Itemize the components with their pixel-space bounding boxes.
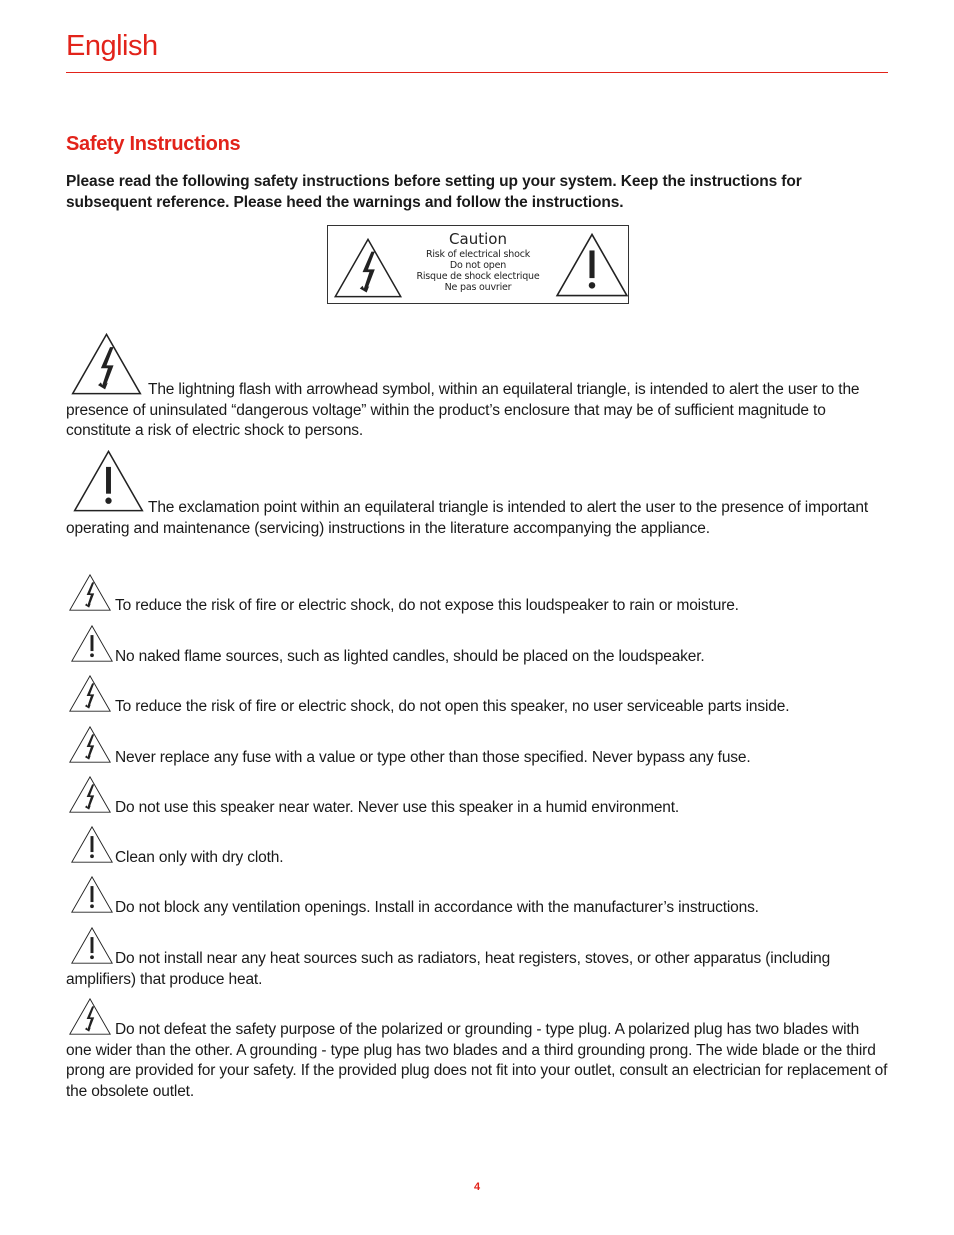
- warning-item: No naked flame sources, such as lighted candles, should be placed on the loudspeaker.: [115, 648, 705, 665]
- lightning-triangle-icon: [332, 238, 404, 298]
- symbol-explanation-lightning: The lightning flash with arrowhead symbol, within an equilateral triangle, is intended to alert the user to the presence of uninsulated “dangerous voltage” within the product’s enclosure that may be of sufficient magnitude to constitute a risk of electric shock to persons.: [66, 381, 860, 439]
- caution-text: [400, 230, 556, 293]
- page-number: 4: [473, 1181, 481, 1193]
- caution-line: Risk of electrical shock: [425, 249, 531, 260]
- warning-item: To reduce the risk of fire or electric shock, do not expose this loudspeaker to rain or moisture.: [115, 597, 739, 614]
- caution-line: Ne pas ouvrier: [444, 282, 512, 293]
- caution-line: Do not open: [449, 260, 507, 271]
- warning-item: Do not defeat the safety purpose of the polarized or grounding - type plug. A polarized plug has two blades with one wider than the other. A grounding - type plug has two blades and a third grounding prong. The wide blade or the third prong are provided for your safety. If the provided plug does not fit into your outlet, consult an electrician for replacement of the obsolete outlet.: [66, 1021, 888, 1100]
- warning-item: To reduce the risk of fire or electric shock, do not open this speaker, no user serviceable parts inside.: [115, 698, 790, 715]
- warning-item: Do not block any ventilation openings. Install in accordance with the manufacturer’s instructions.: [115, 899, 759, 916]
- language-title: English: [66, 30, 158, 62]
- warning-item: Do not install near any heat sources such as radiators, heat registers, stoves, or other apparatus (including amplifiers) that produce heat.: [66, 950, 831, 988]
- caution-label: [327, 225, 629, 304]
- warning-item: Do not use this speaker near water. Never use this speaker in a humid environment.: [115, 799, 680, 816]
- warning-item: Never replace any fuse with a value or type other than those specified. Never bypass any fuse.: [115, 749, 751, 766]
- symbol-explanation-exclamation: The exclamation point within an equilateral triangle is intended to alert the user to the presence of important operating and maintenance (servicing) instructions in the literature accompanying the appliance.: [66, 499, 869, 537]
- caution-title: Caution: [449, 230, 507, 248]
- exclamation-triangle-icon: [554, 233, 630, 297]
- section-title: Safety Instructions: [66, 133, 241, 155]
- caution-line: Risque de shock electrique: [416, 271, 540, 282]
- warning-item: Clean only with dry cloth.: [115, 849, 284, 866]
- header-rule: [66, 72, 888, 73]
- intro-text: Please read the following safety instructions before setting up your system. Keep the instructions for subsequent reference. Please heed the warnings and follow the instructions.: [66, 173, 802, 211]
